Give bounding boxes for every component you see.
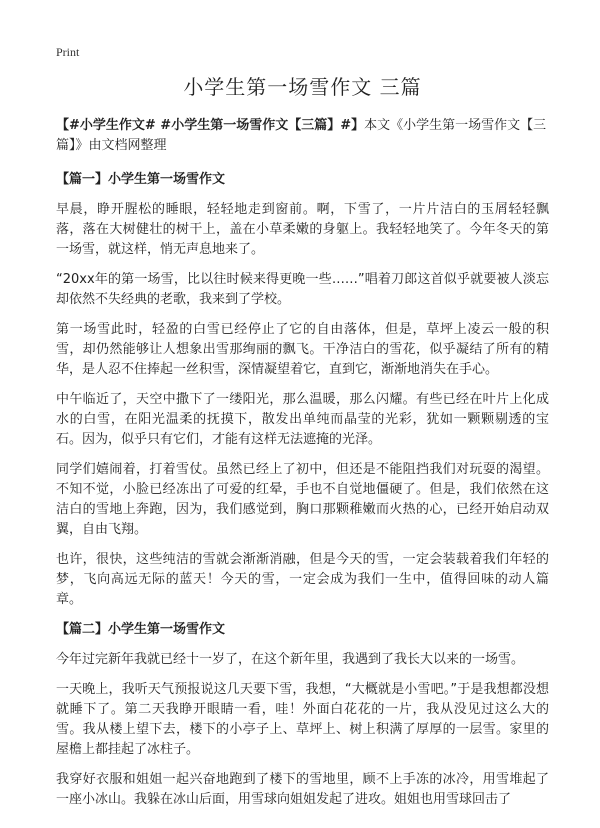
section-1	[56, 170, 549, 610]
paragraph: 第一场雪此时，轻盈的白雪已经停止了它的自由落体，但是，草坪上凌云一般的积雪，却仍然能够让人想象出雪那绚丽的飘飞。干净洁白的雪花，似乎凝结了所有的精华，是人忍不住捧起一丝积雪，深情凝望着它，直到它，渐渐地消失在手心。	[56, 322, 549, 377]
paragraph: 也许，很快，这些纯洁的雪就会渐渐消融，但是今天的雪，一定会装载着我们年轻的梦，飞向高远无际的蓝天！今天的雪，一定会成为我们一生中，值得回味的动人篇章。	[56, 552, 549, 607]
paragraph: 今年过完新年我就已经十一岁了，在这个新年里，我遇到了我长大以来的一场雪。	[56, 652, 525, 667]
intro-text: 本文《小学生第一场雪作文【三篇】》由文档网整理	[56, 118, 547, 153]
paragraph: 同学们嬉闹着，打着雪仗。虽然已经上了初中，但还是不能阻挡我们对玩耍的渴望。不知不觉，小脸已经冻出了可爱的红晕，手也不自觉地僵硬了。但是，我们依然在这洁白的雪地上奔跑，因为，我们感觉到，胸口那颗稚嫩而火热的心，已经开始启动双翼，自由飞翔。	[56, 462, 549, 537]
paragraph: 我穿好衣服和姐姐一起兴奋地跑到了楼下的雪地里，顾不上手冻的冰冷，用雪堆起了一座小冰山。我躲在冰山后面，用雪球向姐姐发起了进攻。姐姐也用雪球回击了	[56, 772, 549, 807]
intro-tags: 【#小学生作文# #小学生第一场雪作文【三篇】#】	[56, 118, 365, 133]
print-label: Print	[56, 45, 80, 59]
section-heading: 【篇一】小学生第一场雪作文	[56, 172, 226, 187]
section-2	[56, 620, 549, 810]
paragraph: 中午临近了，天空中撒下了一缕阳光，那么温暖，那么闪耀。有些已经在叶片上化成水的白雪，在阳光温柔的抚摸下，散发出单纯而晶莹的光彩，犹如一颗颗剔透的宝石。因为，似乎只有它们，才能有这样无法遮掩的光泽。	[56, 392, 549, 447]
document-title: 小学生第一场雪作文 三篇	[183, 75, 422, 99]
paragraph: 早晨，睁开腥松的睡眼，轻轻地走到窗前。啊，下雪了，一片片洁白的玉屑轻轻飘落，落在大树健壮的树干上，盖在小草柔嫩的身躯上。我轻轻地笑了。今年冬天的第一场雪，就这样，悄无声息地来了。	[56, 202, 549, 257]
paragraph: “20xx年的第一场雪，比以往时候来得更晚一些……”唱着刀郎这首似乎就要被人淡忘却依然不失经典的老歌，我来到了学校。	[56, 272, 549, 307]
document-page	[56, 44, 549, 820]
paragraph: 一天晚上，我听天气预报说这几天要下雪，我想，“大概就是小雪吧。”于是我想都没想就睡下了。第二天我睁开眼睛一看，哇！外面白花花的一片，我从没见过这么大的雪。我从楼上望下去，楼下的小亭子上、草坪上、树上积满了厚厚的一层雪。家里的屋檐上都挂起了冰柱子。	[56, 682, 549, 757]
document-intro	[56, 116, 549, 156]
section-heading: 【篇二】小学生第一场雪作文	[56, 622, 226, 637]
